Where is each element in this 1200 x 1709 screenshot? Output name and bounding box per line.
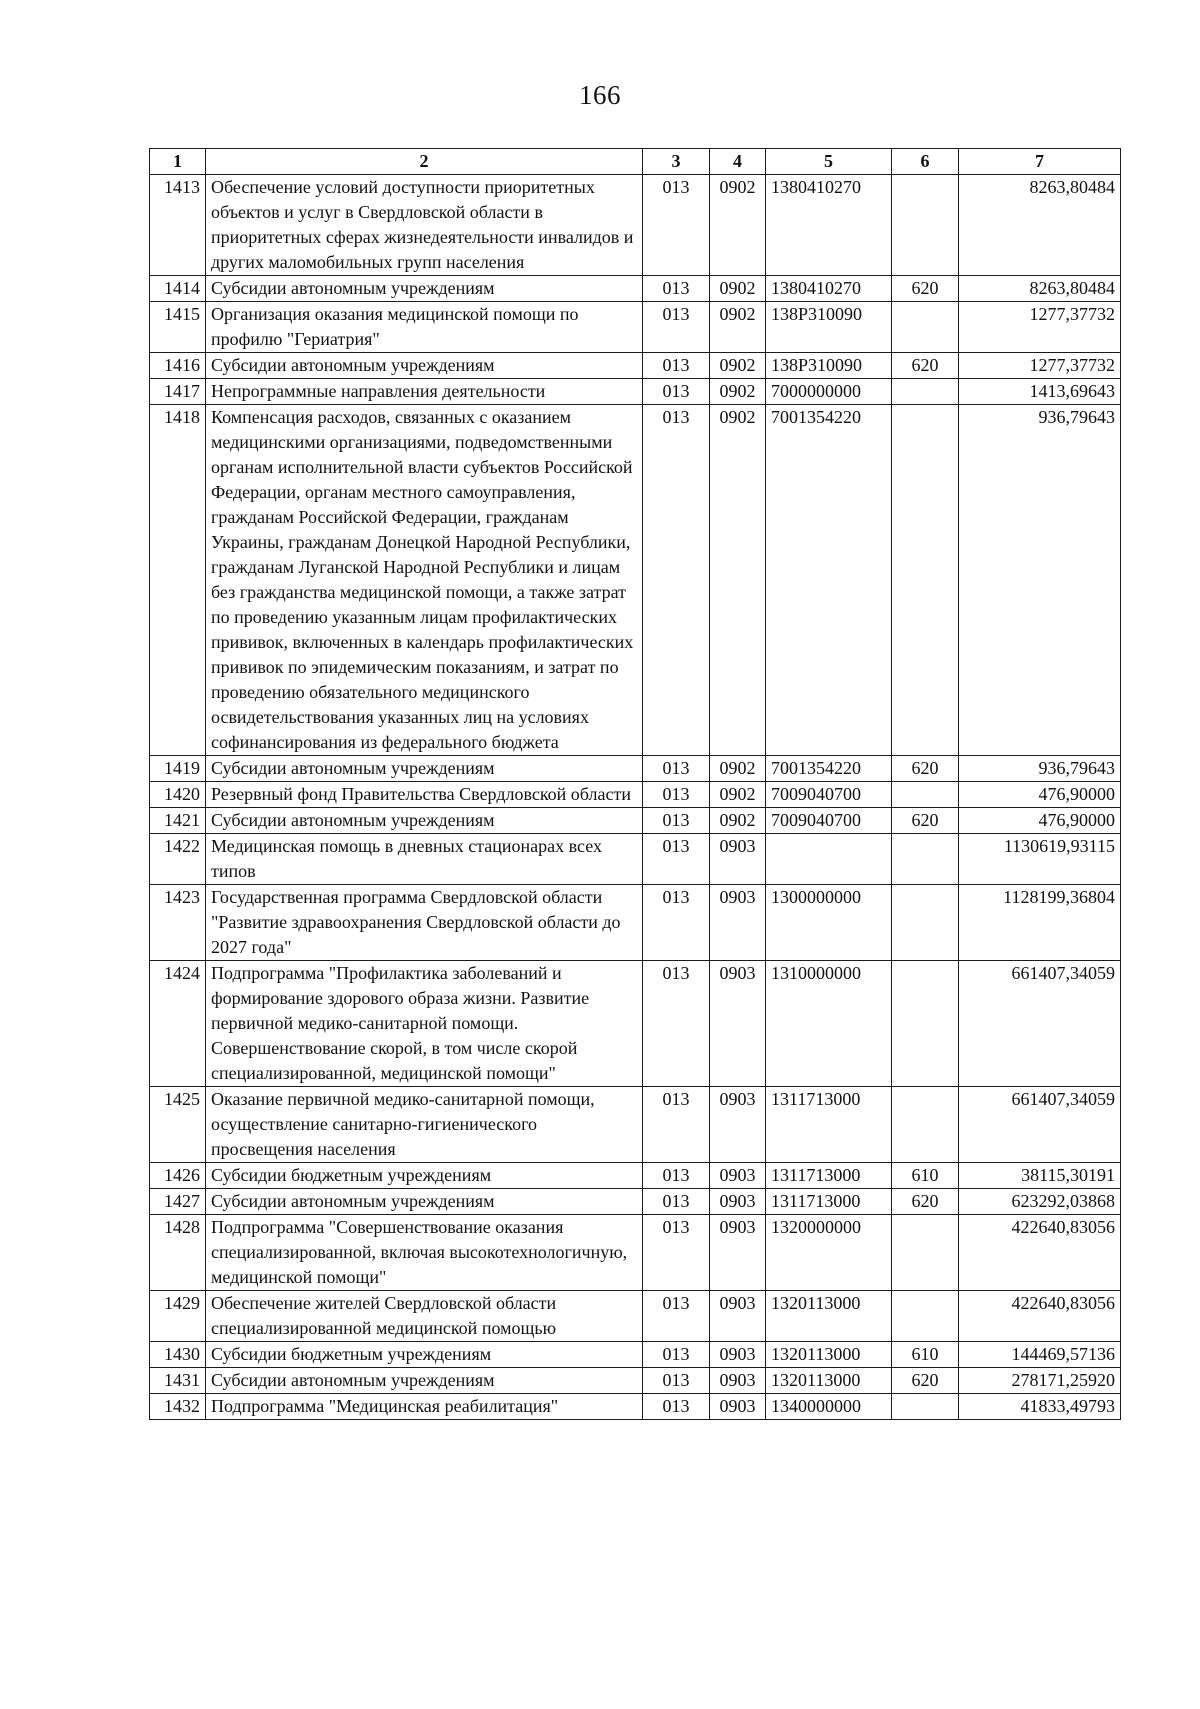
target-article-cell: 7009040700: [766, 808, 892, 834]
amount-cell: 623292,03868: [959, 1189, 1121, 1215]
item-name-cell: Оказание первичной медико-санитарной помощи, осуществление санитарно-гигиенического просвещения населения: [206, 1087, 643, 1163]
target-article-cell: 1320113000: [766, 1291, 892, 1342]
expense-type-cell: [892, 834, 959, 885]
ministry-code-cell: 013: [643, 405, 710, 756]
header-row: [150, 149, 1121, 175]
amount-cell: 1128199,36804: [959, 885, 1121, 961]
amount-cell: 1277,37732: [959, 302, 1121, 353]
item-name-cell: Субсидии автономным учреждениям: [206, 1368, 643, 1394]
amount-cell: 8263,80484: [959, 276, 1121, 302]
row-number-cell: 1431: [150, 1368, 206, 1394]
table-row: [150, 808, 1121, 834]
table-row: [150, 175, 1121, 276]
expense-type-cell: [892, 885, 959, 961]
row-number-cell: 1418: [150, 405, 206, 756]
ministry-code-cell: 013: [643, 353, 710, 379]
row-number-cell: 1419: [150, 756, 206, 782]
amount-cell: 8263,80484: [959, 175, 1121, 276]
section-code-cell: 0903: [710, 1087, 766, 1163]
row-number-cell: 1421: [150, 808, 206, 834]
section-code-cell: 0902: [710, 353, 766, 379]
budget-table: [149, 148, 1121, 1420]
table-row: [150, 405, 1121, 756]
section-code-cell: 0902: [710, 302, 766, 353]
amount-cell: 476,90000: [959, 808, 1121, 834]
header-cell: 4: [710, 149, 766, 175]
header-cell: 2: [206, 149, 643, 175]
row-number-cell: 1416: [150, 353, 206, 379]
ministry-code-cell: 013: [643, 756, 710, 782]
table-row: [150, 756, 1121, 782]
table-row: [150, 1394, 1121, 1420]
row-number-cell: 1423: [150, 885, 206, 961]
table-row: [150, 885, 1121, 961]
target-article-cell: 1340000000: [766, 1394, 892, 1420]
expense-type-cell: [892, 379, 959, 405]
target-article-cell: 138Р310090: [766, 302, 892, 353]
page-number: 166: [579, 80, 621, 110]
section-code-cell: 0903: [710, 1342, 766, 1368]
amount-cell: 1130619,93115: [959, 834, 1121, 885]
table-row: [150, 1368, 1121, 1394]
section-code-cell: 0902: [710, 379, 766, 405]
section-code-cell: 0903: [710, 961, 766, 1087]
expense-type-cell: [892, 175, 959, 276]
ministry-code-cell: 013: [643, 1291, 710, 1342]
header-cell: 5: [766, 149, 892, 175]
item-name-cell: Медицинская помощь в дневных стационарах всех типов: [206, 834, 643, 885]
target-article-cell: 1310000000: [766, 961, 892, 1087]
item-name-cell: Компенсация расходов, связанных с оказанием медицинскими организациями, подведомственными органам исполнительной власти субъектов Российской Федерации, органам местного самоуправления, гражданам Российской Федерации, гражданам Украины, гражданам Донецкой Народной Республики, гражданам Луганской Народной Республики и лицам без гражданства медицинской помощи, а также затрат по проведению указанным лицам профилактических прививок, включенных в календарь профилактических прививок по эпидемическим показаниям, и затрат по проведению обязательного медицинского освидетельствования указанных лиц на условиях софинансирования из федерального бюджета: [206, 405, 643, 756]
table-row: [150, 1189, 1121, 1215]
section-code-cell: 0903: [710, 1291, 766, 1342]
target-article-cell: 1320000000: [766, 1215, 892, 1291]
ministry-code-cell: 013: [643, 379, 710, 405]
section-code-cell: 0902: [710, 175, 766, 276]
header-cell: 1: [150, 149, 206, 175]
amount-cell: 422640,83056: [959, 1215, 1121, 1291]
target-article-cell: 1311713000: [766, 1163, 892, 1189]
row-number-cell: 1425: [150, 1087, 206, 1163]
section-code-cell: 0903: [710, 834, 766, 885]
section-code-cell: 0903: [710, 1215, 766, 1291]
section-code-cell: 0902: [710, 782, 766, 808]
ministry-code-cell: 013: [643, 1215, 710, 1291]
expense-type-cell: 610: [892, 1342, 959, 1368]
item-name-cell: Субсидии автономным учреждениям: [206, 756, 643, 782]
expense-type-cell: [892, 405, 959, 756]
table-row: [150, 1087, 1121, 1163]
target-article-cell: 138Р310090: [766, 353, 892, 379]
target-article-cell: 7001354220: [766, 405, 892, 756]
table-row: [150, 782, 1121, 808]
row-number-cell: 1415: [150, 302, 206, 353]
ministry-code-cell: 013: [643, 961, 710, 1087]
expense-type-cell: 620: [892, 1189, 959, 1215]
item-name-cell: Обеспечение условий доступности приоритетных объектов и услуг в Свердловской области в приоритетных сферах жизнедеятельности инвалидов и других маломобильных групп населения: [206, 175, 643, 276]
target-article-cell: 1311713000: [766, 1189, 892, 1215]
amount-cell: 422640,83056: [959, 1291, 1121, 1342]
table-row: [150, 1163, 1121, 1189]
expense-type-cell: [892, 1215, 959, 1291]
header-cell: 7: [959, 149, 1121, 175]
row-number-cell: 1424: [150, 961, 206, 1087]
item-name-cell: Подпрограмма "Совершенствование оказания специализированной, включая высокотехнологичную, медицинской помощи": [206, 1215, 643, 1291]
ministry-code-cell: 013: [643, 885, 710, 961]
expense-type-cell: [892, 1291, 959, 1342]
section-code-cell: 0903: [710, 1394, 766, 1420]
ministry-code-cell: 013: [643, 1087, 710, 1163]
amount-cell: 936,79643: [959, 756, 1121, 782]
target-article-cell: [766, 834, 892, 885]
ministry-code-cell: 013: [643, 834, 710, 885]
ministry-code-cell: 013: [643, 1394, 710, 1420]
item-name-cell: Субсидии бюджетным учреждениям: [206, 1163, 643, 1189]
row-number-cell: 1420: [150, 782, 206, 808]
row-number-cell: 1417: [150, 379, 206, 405]
target-article-cell: 7000000000: [766, 379, 892, 405]
item-name-cell: Субсидии автономным учреждениям: [206, 1189, 643, 1215]
table-row: [150, 1215, 1121, 1291]
item-name-cell: Организация оказания медицинской помощи по профилю "Гериатрия": [206, 302, 643, 353]
expense-type-cell: [892, 1394, 959, 1420]
table-row: [150, 961, 1121, 1087]
item-name-cell: Субсидии бюджетным учреждениям: [206, 1342, 643, 1368]
item-name-cell: Непрограммные направления деятельности: [206, 379, 643, 405]
table-row: [150, 1291, 1121, 1342]
section-code-cell: 0903: [710, 885, 766, 961]
ministry-code-cell: 013: [643, 1163, 710, 1189]
expense-type-cell: 620: [892, 1368, 959, 1394]
expense-type-cell: 620: [892, 756, 959, 782]
table-row: [150, 379, 1121, 405]
ministry-code-cell: 013: [643, 302, 710, 353]
ministry-code-cell: 013: [643, 276, 710, 302]
amount-cell: 144469,57136: [959, 1342, 1121, 1368]
section-code-cell: 0902: [710, 756, 766, 782]
row-number-cell: 1422: [150, 834, 206, 885]
section-code-cell: 0903: [710, 1163, 766, 1189]
item-name-cell: Субсидии автономным учреждениям: [206, 808, 643, 834]
amount-cell: 661407,34059: [959, 961, 1121, 1087]
row-number-cell: 1428: [150, 1215, 206, 1291]
item-name-cell: Обеспечение жителей Свердловской области специализированной медицинской помощью: [206, 1291, 643, 1342]
amount-cell: 1413,69643: [959, 379, 1121, 405]
expense-type-cell: [892, 1087, 959, 1163]
table-body: [150, 175, 1121, 1420]
target-article-cell: 7009040700: [766, 782, 892, 808]
row-number-cell: 1432: [150, 1394, 206, 1420]
ministry-code-cell: 013: [643, 808, 710, 834]
row-number-cell: 1426: [150, 1163, 206, 1189]
row-number-cell: 1414: [150, 276, 206, 302]
table-row: [150, 1342, 1121, 1368]
row-number-cell: 1413: [150, 175, 206, 276]
amount-cell: 1277,37732: [959, 353, 1121, 379]
table-row: [150, 834, 1121, 885]
target-article-cell: 1320113000: [766, 1342, 892, 1368]
amount-cell: 476,90000: [959, 782, 1121, 808]
section-code-cell: 0902: [710, 405, 766, 756]
section-code-cell: 0902: [710, 808, 766, 834]
expense-type-cell: 620: [892, 276, 959, 302]
section-code-cell: 0902: [710, 276, 766, 302]
section-code-cell: 0903: [710, 1368, 766, 1394]
target-article-cell: 1300000000: [766, 885, 892, 961]
table-row: [150, 353, 1121, 379]
expense-type-cell: [892, 782, 959, 808]
item-name-cell: Субсидии автономным учреждениям: [206, 353, 643, 379]
item-name-cell: Государственная программа Свердловской области "Развитие здравоохранения Свердловской области до 2027 года": [206, 885, 643, 961]
amount-cell: 38115,30191: [959, 1163, 1121, 1189]
section-code-cell: 0903: [710, 1189, 766, 1215]
expense-type-cell: [892, 961, 959, 1087]
target-article-cell: 1380410270: [766, 276, 892, 302]
target-article-cell: 1320113000: [766, 1368, 892, 1394]
row-number-cell: 1430: [150, 1342, 206, 1368]
item-name-cell: Подпрограмма "Медицинская реабилитация": [206, 1394, 643, 1420]
amount-cell: 661407,34059: [959, 1087, 1121, 1163]
ministry-code-cell: 013: [643, 175, 710, 276]
target-article-cell: 1380410270: [766, 175, 892, 276]
ministry-code-cell: 013: [643, 1368, 710, 1394]
expense-type-cell: 620: [892, 353, 959, 379]
header-cell: 6: [892, 149, 959, 175]
row-number-cell: 1429: [150, 1291, 206, 1342]
ministry-code-cell: 013: [643, 782, 710, 808]
target-article-cell: 7001354220: [766, 756, 892, 782]
expense-type-cell: 610: [892, 1163, 959, 1189]
header-cell: 3: [643, 149, 710, 175]
amount-cell: 41833,49793: [959, 1394, 1121, 1420]
target-article-cell: 1311713000: [766, 1087, 892, 1163]
ministry-code-cell: 013: [643, 1189, 710, 1215]
row-number-cell: 1427: [150, 1189, 206, 1215]
expense-type-cell: [892, 302, 959, 353]
expense-type-cell: 620: [892, 808, 959, 834]
item-name-cell: Резервный фонд Правительства Свердловской области: [206, 782, 643, 808]
table-row: [150, 302, 1121, 353]
amount-cell: 936,79643: [959, 405, 1121, 756]
amount-cell: 278171,25920: [959, 1368, 1121, 1394]
ministry-code-cell: 013: [643, 1342, 710, 1368]
item-name-cell: Подпрограмма "Профилактика заболеваний и формирование здорового образа жизни. Развитие первичной медико-санитарной помощи. Совершенствование скорой, в том числе скорой специализированной, медицинской помощи": [206, 961, 643, 1087]
item-name-cell: Субсидии автономным учреждениям: [206, 276, 643, 302]
table-row: [150, 276, 1121, 302]
